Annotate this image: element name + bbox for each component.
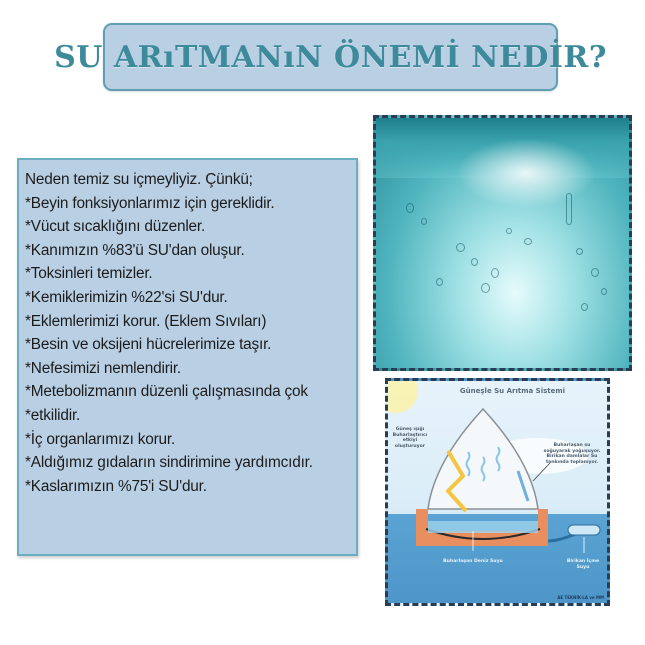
bubble bbox=[406, 203, 414, 213]
diagram-credit: AE TEKNİK-LA ve MM bbox=[557, 594, 604, 600]
collected-water-label: Birikan İçme Suyu bbox=[566, 559, 600, 570]
list-item: *Vücut sıcaklığını düzenler. bbox=[25, 218, 206, 236]
list-item: *Metebolizmanın düzenli çalışmasında çok bbox=[25, 383, 308, 401]
list-item: *Besin ve oksijeni hücrelerimize taşır. bbox=[25, 336, 272, 354]
solar-water-purification-diagram bbox=[385, 378, 610, 606]
list-item: *Beyin fonksiyonlarımız için gereklidir. bbox=[25, 194, 275, 212]
sun-icon bbox=[388, 381, 418, 413]
bubble bbox=[506, 228, 512, 234]
bubble bbox=[581, 303, 588, 311]
bubble bbox=[481, 283, 490, 293]
list-item: *Eklemlerimizi korur. (Eklem Sıvıları) bbox=[25, 312, 267, 330]
list-item: *Kanımızın %83'ü SU'dan oluşur. bbox=[25, 241, 245, 259]
bubble bbox=[421, 218, 427, 225]
bubble bbox=[436, 278, 443, 286]
list-item: *etkilidir. bbox=[25, 406, 81, 424]
condensation-label: Buharlaşan su soğuyarak yoğuşuyor. Birikan damlalar Su tankında toplanıyor. bbox=[543, 443, 601, 465]
splash-highlight bbox=[456, 138, 596, 208]
list-item: *Kemiklerimizin %22'si SU'dur. bbox=[25, 288, 228, 306]
bubble bbox=[591, 268, 599, 277]
list-item: *Kaslarımızın %75'i SU'dur. bbox=[25, 477, 207, 495]
bubble bbox=[524, 238, 532, 245]
list-item: *İç organlarımızı korur. bbox=[25, 430, 176, 448]
bubble bbox=[601, 288, 607, 295]
list-item: *Toksinleri temizler. bbox=[25, 265, 153, 283]
evaporating-water-label: Buharlaşan Deniz Suyu bbox=[443, 559, 503, 564]
sun-rays-label: Güneş ışığı Buharlaştırıcı etkiyi oluşturuyor bbox=[392, 427, 428, 449]
slide-title: SU ARıTMANıN ÖNEMİ NEDİR? bbox=[54, 39, 607, 75]
water-splash-image bbox=[373, 115, 632, 371]
list-item: *Nefesimizi nemlendirir. bbox=[25, 359, 181, 377]
bubble bbox=[576, 248, 583, 255]
bubble bbox=[471, 258, 478, 266]
list-item: *Aldığımız gıdaların sindirimine yardımcıdır. bbox=[25, 454, 313, 472]
diagram-title: Güneşle Su Arıtma Sistemi bbox=[459, 387, 566, 395]
intro-line: Neden temiz su içmeyliyiz. Çünkü; bbox=[25, 171, 253, 188]
bubble-stream bbox=[566, 193, 572, 225]
bubble bbox=[456, 243, 465, 252]
bubble bbox=[491, 268, 499, 278]
title-banner bbox=[54, 23, 607, 91]
benefits-text-box bbox=[17, 158, 358, 556]
